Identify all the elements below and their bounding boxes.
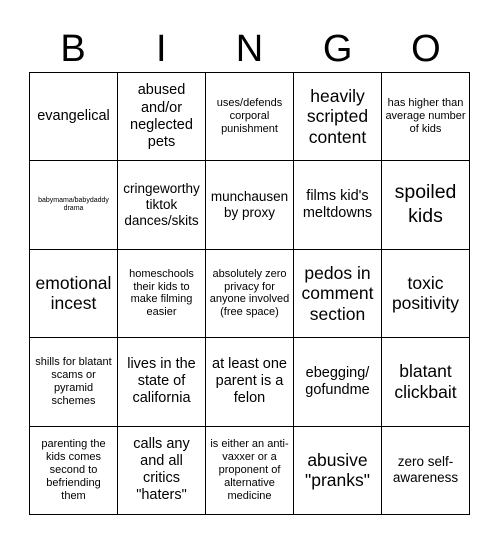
bingo-cell[interactable]: abused and/or neglected pets — [118, 73, 206, 161]
bingo-cell[interactable]: munchausen by proxy — [206, 161, 294, 249]
header-letter-n: N — [235, 28, 264, 70]
bingo-cell[interactable]: pedos in comment section — [294, 250, 382, 338]
bingo-cell[interactable]: ebegging/ gofundme — [294, 338, 382, 426]
bingo-cell[interactable]: toxic positivity — [382, 250, 470, 338]
bingo-cell[interactable]: blatant clickbait — [382, 338, 470, 426]
bingo-cell[interactable]: babymama/babydaddy drama — [30, 161, 118, 249]
header-letter-i: I — [156, 28, 167, 70]
bingo-cell[interactable]: shills for blatant scams or pyramid schemes — [30, 338, 118, 426]
bingo-header — [29, 26, 470, 72]
bingo-cell[interactable]: has higher than average number of kids — [382, 73, 470, 161]
bingo-card-grid — [29, 72, 470, 515]
bingo-cell[interactable]: homeschools their kids to make filming easier — [118, 250, 206, 338]
bingo-cell[interactable]: evangelical — [30, 73, 118, 161]
bingo-cell[interactable]: cringeworthy tiktok dances/skits — [118, 161, 206, 249]
bingo-cell[interactable]: spoiled kids — [382, 161, 470, 249]
bingo-cell[interactable]: films kid's meltdowns — [294, 161, 382, 249]
header-letter-o: O — [411, 28, 441, 70]
header-letter-g: G — [322, 28, 353, 70]
bingo-cell[interactable]: heavily scripted content — [294, 73, 382, 161]
bingo-cell[interactable]: abusive "pranks" — [294, 427, 382, 515]
bingo-cell[interactable]: is either an anti-vaxxer or a proponent of alternative medicine — [206, 427, 294, 515]
bingo-cell[interactable]: uses/defends corporal punishment — [206, 73, 294, 161]
bingo-cell[interactable]: parenting the kids comes second to befriending them — [30, 427, 118, 515]
bingo-cell[interactable]: emotional incest — [30, 250, 118, 338]
bingo-cell[interactable]: lives in the state of california — [118, 338, 206, 426]
bingo-cell[interactable]: at least one parent is a felon — [206, 338, 294, 426]
bingo-cell[interactable]: calls any and all critics "haters" — [118, 427, 206, 515]
header-letter-b: B — [60, 28, 86, 70]
bingo-cell[interactable]: zero self-awareness — [382, 427, 470, 515]
bingo-cell[interactable]: absolutely zero privacy for anyone involved (free space) — [206, 250, 294, 338]
